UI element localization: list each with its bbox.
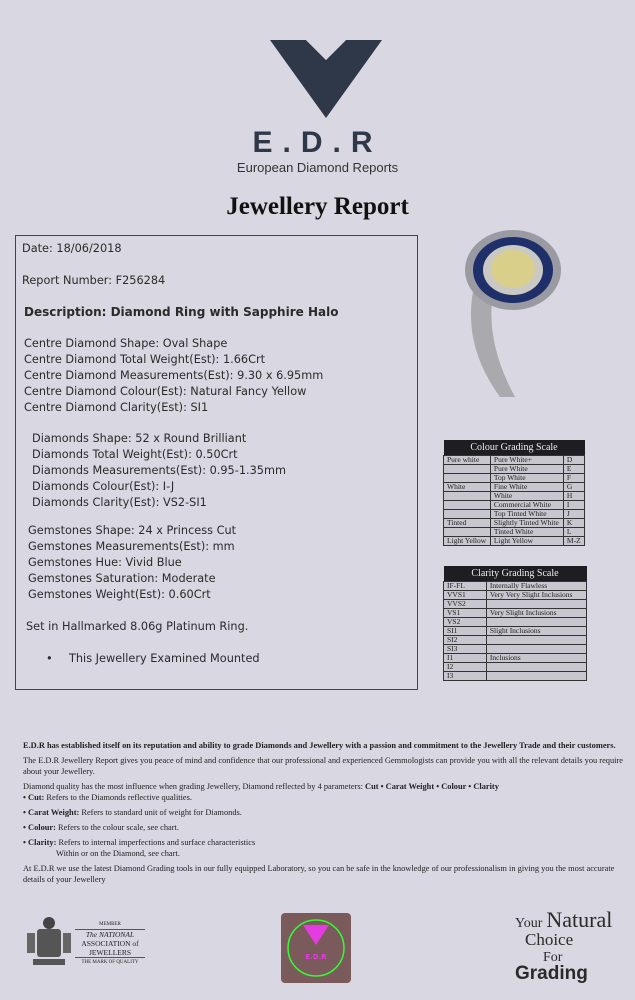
report-number: Report Number: F256284 xyxy=(22,274,166,287)
colour-row xyxy=(444,500,585,509)
colour-cell: I xyxy=(563,500,584,509)
parameter-desc: Refers to standard unit of weight for Diamonds. xyxy=(81,808,242,817)
clarity-row xyxy=(444,644,587,653)
colour-cell: Pure White+ xyxy=(490,455,563,464)
gemstones-line: Gemstones Saturation: Moderate xyxy=(28,572,216,585)
colour-scale-title: Colour Grading Scale xyxy=(444,440,585,455)
slogan-for: For xyxy=(543,950,563,965)
naj-name1: The NATIONAL xyxy=(75,929,145,939)
slogan-natural: Natural xyxy=(546,907,613,932)
hologram-text: E.D.R xyxy=(305,953,327,961)
clarity-row xyxy=(444,626,587,635)
setting-text: Set in Hallmarked 8.06g Platinum Ring. xyxy=(26,620,249,633)
clarity-cell: Inclusions xyxy=(486,653,586,662)
diamonds-line: Diamonds Colour(Est): I-J xyxy=(32,480,175,493)
colour-cell: White xyxy=(444,482,491,491)
clarity-continued: Within or on the Diamond, see chart. xyxy=(56,849,180,858)
colour-cell: F xyxy=(563,473,584,482)
parameter-name: • Clarity: xyxy=(23,838,57,847)
footer-intro: E.D.R has established itself on its reputation and ability to grade Diamonds and Jewellery with a passion and commitment to the Jewellery Trade and their customers. xyxy=(23,741,616,750)
clarity-row xyxy=(444,590,587,599)
centre-line: Centre Diamond Total Weight(Est): 1.66Crt xyxy=(24,353,266,366)
colour-cell: K xyxy=(563,518,584,527)
colour-row xyxy=(444,518,585,527)
gemstones-line: Gemstones Shape: 24 x Princess Cut xyxy=(28,524,237,537)
centre-line: Centre Diamond Clarity(Est): SI1 xyxy=(24,401,209,414)
clarity-cell: VS2 xyxy=(444,617,487,626)
parameter-name: • Cut: xyxy=(23,793,45,802)
naj-crest-icon xyxy=(25,915,73,970)
colour-cell: G xyxy=(563,482,584,491)
colour-row xyxy=(444,473,585,482)
colour-cell xyxy=(444,500,491,509)
clarity-grading-table xyxy=(443,566,587,681)
clarity-row xyxy=(444,617,587,626)
clarity-cell: Slight Inclusions xyxy=(486,626,586,635)
footer-p3-bold: Cut • Carat Weight • Colour • Clarity xyxy=(365,782,499,791)
clarity-cell: SI3 xyxy=(444,644,487,653)
clarity-cell xyxy=(486,662,586,671)
naj-name3: JEWELLERS xyxy=(75,948,145,958)
clarity-scale-title: Clarity Grading Scale xyxy=(444,566,587,581)
slogan-grading: Grading xyxy=(515,963,588,984)
clarity-cell: SI1 xyxy=(444,626,487,635)
diamonds-line: Diamonds Shape: 52 x Round Brilliant xyxy=(32,432,247,445)
colour-row xyxy=(444,536,585,545)
centre-line: Centre Diamond Measurements(Est): 9.30 x 6.95mm xyxy=(24,369,324,382)
clarity-cell xyxy=(486,671,586,680)
colour-row xyxy=(444,509,585,518)
colour-cell: Light Yellow xyxy=(444,536,491,545)
logo-letters: E.D.R xyxy=(252,126,383,159)
diamonds-line: Diamonds Total Weight(Est): 0.50Crt xyxy=(32,448,238,461)
footer-p2: The E.D.R Jewellery Report gives you peace of mind and confidence that our professional and experienced Gemmologists can provide you with all the relevant details you require about your Jewellery. xyxy=(23,756,624,776)
parameter-desc: Refers to the Diamonds reflective qualities. xyxy=(46,793,192,802)
centre-line: Centre Diamond Colour(Est): Natural Fancy Yellow xyxy=(24,385,307,398)
centre-line: Centre Diamond Shape: Oval Shape xyxy=(24,337,228,350)
parameter-name: • Carat Weight: xyxy=(23,808,80,817)
report-description: Description: Diamond Ring with Sapphire Halo xyxy=(24,305,339,319)
clarity-cell: I1 xyxy=(444,653,487,662)
colour-cell: M-Z xyxy=(563,536,584,545)
logo-subtitle: European Diamond Reports xyxy=(236,160,399,175)
colour-cell: Top Tinted White xyxy=(490,509,563,518)
clarity-cell: Very Slight Inclusions xyxy=(486,608,586,617)
clarity-cell: Very Very Slight Inclusions xyxy=(486,590,586,599)
gemstones-line: Gemstones Hue: Vivid Blue xyxy=(28,556,182,569)
clarity-cell: Internally Flawless xyxy=(486,581,586,590)
clarity-row xyxy=(444,653,587,662)
clarity-row xyxy=(444,671,587,680)
naj-tag: THE MARK OF QUALITY xyxy=(81,960,139,965)
clarity-cell: I3 xyxy=(444,671,487,680)
colour-row xyxy=(444,464,585,473)
clarity-cell: I2 xyxy=(444,662,487,671)
edr-diamond-logo-icon xyxy=(266,38,386,120)
colour-cell: Slightly Tinted White xyxy=(490,518,563,527)
footer-p4: At E.D.R we use the latest Diamond Grading tools in our fully equipped Laboratory, so you can be safe in the knowledge of our professionalism in giving you the most accurate details of your Jewellery xyxy=(23,864,615,884)
colour-cell xyxy=(444,527,491,536)
colour-grading-table xyxy=(443,440,585,546)
bullet-dot: • xyxy=(46,652,53,665)
parameter-item xyxy=(23,807,628,818)
colour-row xyxy=(444,491,585,500)
clarity-cell: VS1 xyxy=(444,608,487,617)
colour-cell: D xyxy=(563,455,584,464)
parameter-name: • Colour: xyxy=(23,823,56,832)
naj-member-badge xyxy=(75,920,145,967)
colour-cell xyxy=(444,473,491,482)
ring-photo xyxy=(455,222,565,402)
clarity-row xyxy=(444,581,587,590)
colour-cell: Fine White xyxy=(490,482,563,491)
colour-cell: Tinted White xyxy=(490,527,563,536)
colour-row xyxy=(444,527,585,536)
diamonds-line: Diamonds Clarity(Est): VS2-SI1 xyxy=(32,496,207,509)
colour-row xyxy=(444,482,585,491)
clarity-cell: IF-FL xyxy=(444,581,487,590)
colour-row xyxy=(444,455,585,464)
gemstones-line: Gemstones Measurements(Est): mm xyxy=(28,540,235,553)
colour-cell: L xyxy=(563,527,584,536)
slogan-your: Your xyxy=(515,916,543,931)
clarity-cell xyxy=(486,635,586,644)
parameter-item xyxy=(23,837,628,848)
colour-cell: Light Yellow xyxy=(490,536,563,545)
colour-cell: H xyxy=(563,491,584,500)
hologram-seal xyxy=(281,913,351,983)
diamonds-line: Diamonds Measurements(Est): 0.95-1.35mm xyxy=(32,464,286,477)
colour-cell: Pure white xyxy=(444,455,491,464)
footer-text xyxy=(23,740,628,889)
colour-cell: Tinted xyxy=(444,518,491,527)
clarity-cell: VVS1 xyxy=(444,590,487,599)
colour-cell xyxy=(444,509,491,518)
parameter-item xyxy=(23,792,628,803)
clarity-cell xyxy=(486,644,586,653)
clarity-cell: SI2 xyxy=(444,635,487,644)
naj-member: MEMBER xyxy=(99,922,121,927)
colour-cell xyxy=(444,491,491,500)
clarity-row xyxy=(444,635,587,644)
slogan-choice: Choice xyxy=(525,930,574,949)
slogan xyxy=(515,907,635,984)
colour-cell: Commercial White xyxy=(490,500,563,509)
report-date: Date: 18/06/2018 xyxy=(22,242,122,255)
clarity-row xyxy=(444,662,587,671)
colour-cell: Pure White xyxy=(490,464,563,473)
report-details-box xyxy=(15,235,418,690)
parameter-item xyxy=(23,822,628,833)
examined-note: This Jewellery Examined Mounted xyxy=(69,652,260,665)
page-title: Jewellery Report xyxy=(226,193,409,220)
naj-name2: ASSOCIATION of xyxy=(81,939,139,948)
footer-p3: Diamond quality has the most influence when grading Jewellery, Diamond reflected by 4 parameters: xyxy=(23,782,363,791)
clarity-cell xyxy=(486,599,586,608)
colour-cell: Top White xyxy=(490,473,563,482)
colour-cell: E xyxy=(563,464,584,473)
clarity-row xyxy=(444,599,587,608)
colour-cell xyxy=(444,464,491,473)
clarity-cell: VVS2 xyxy=(444,599,487,608)
clarity-row xyxy=(444,608,587,617)
colour-cell: J xyxy=(563,509,584,518)
parameter-desc: Refers to internal imperfections and surface characteristics xyxy=(58,838,256,847)
gemstones-line: Gemstones Weight(Est): 0.60Crt xyxy=(28,588,211,601)
parameter-desc: Refers to the colour scale, see chart. xyxy=(58,823,179,832)
clarity-cell xyxy=(486,617,586,626)
colour-cell: White xyxy=(490,491,563,500)
